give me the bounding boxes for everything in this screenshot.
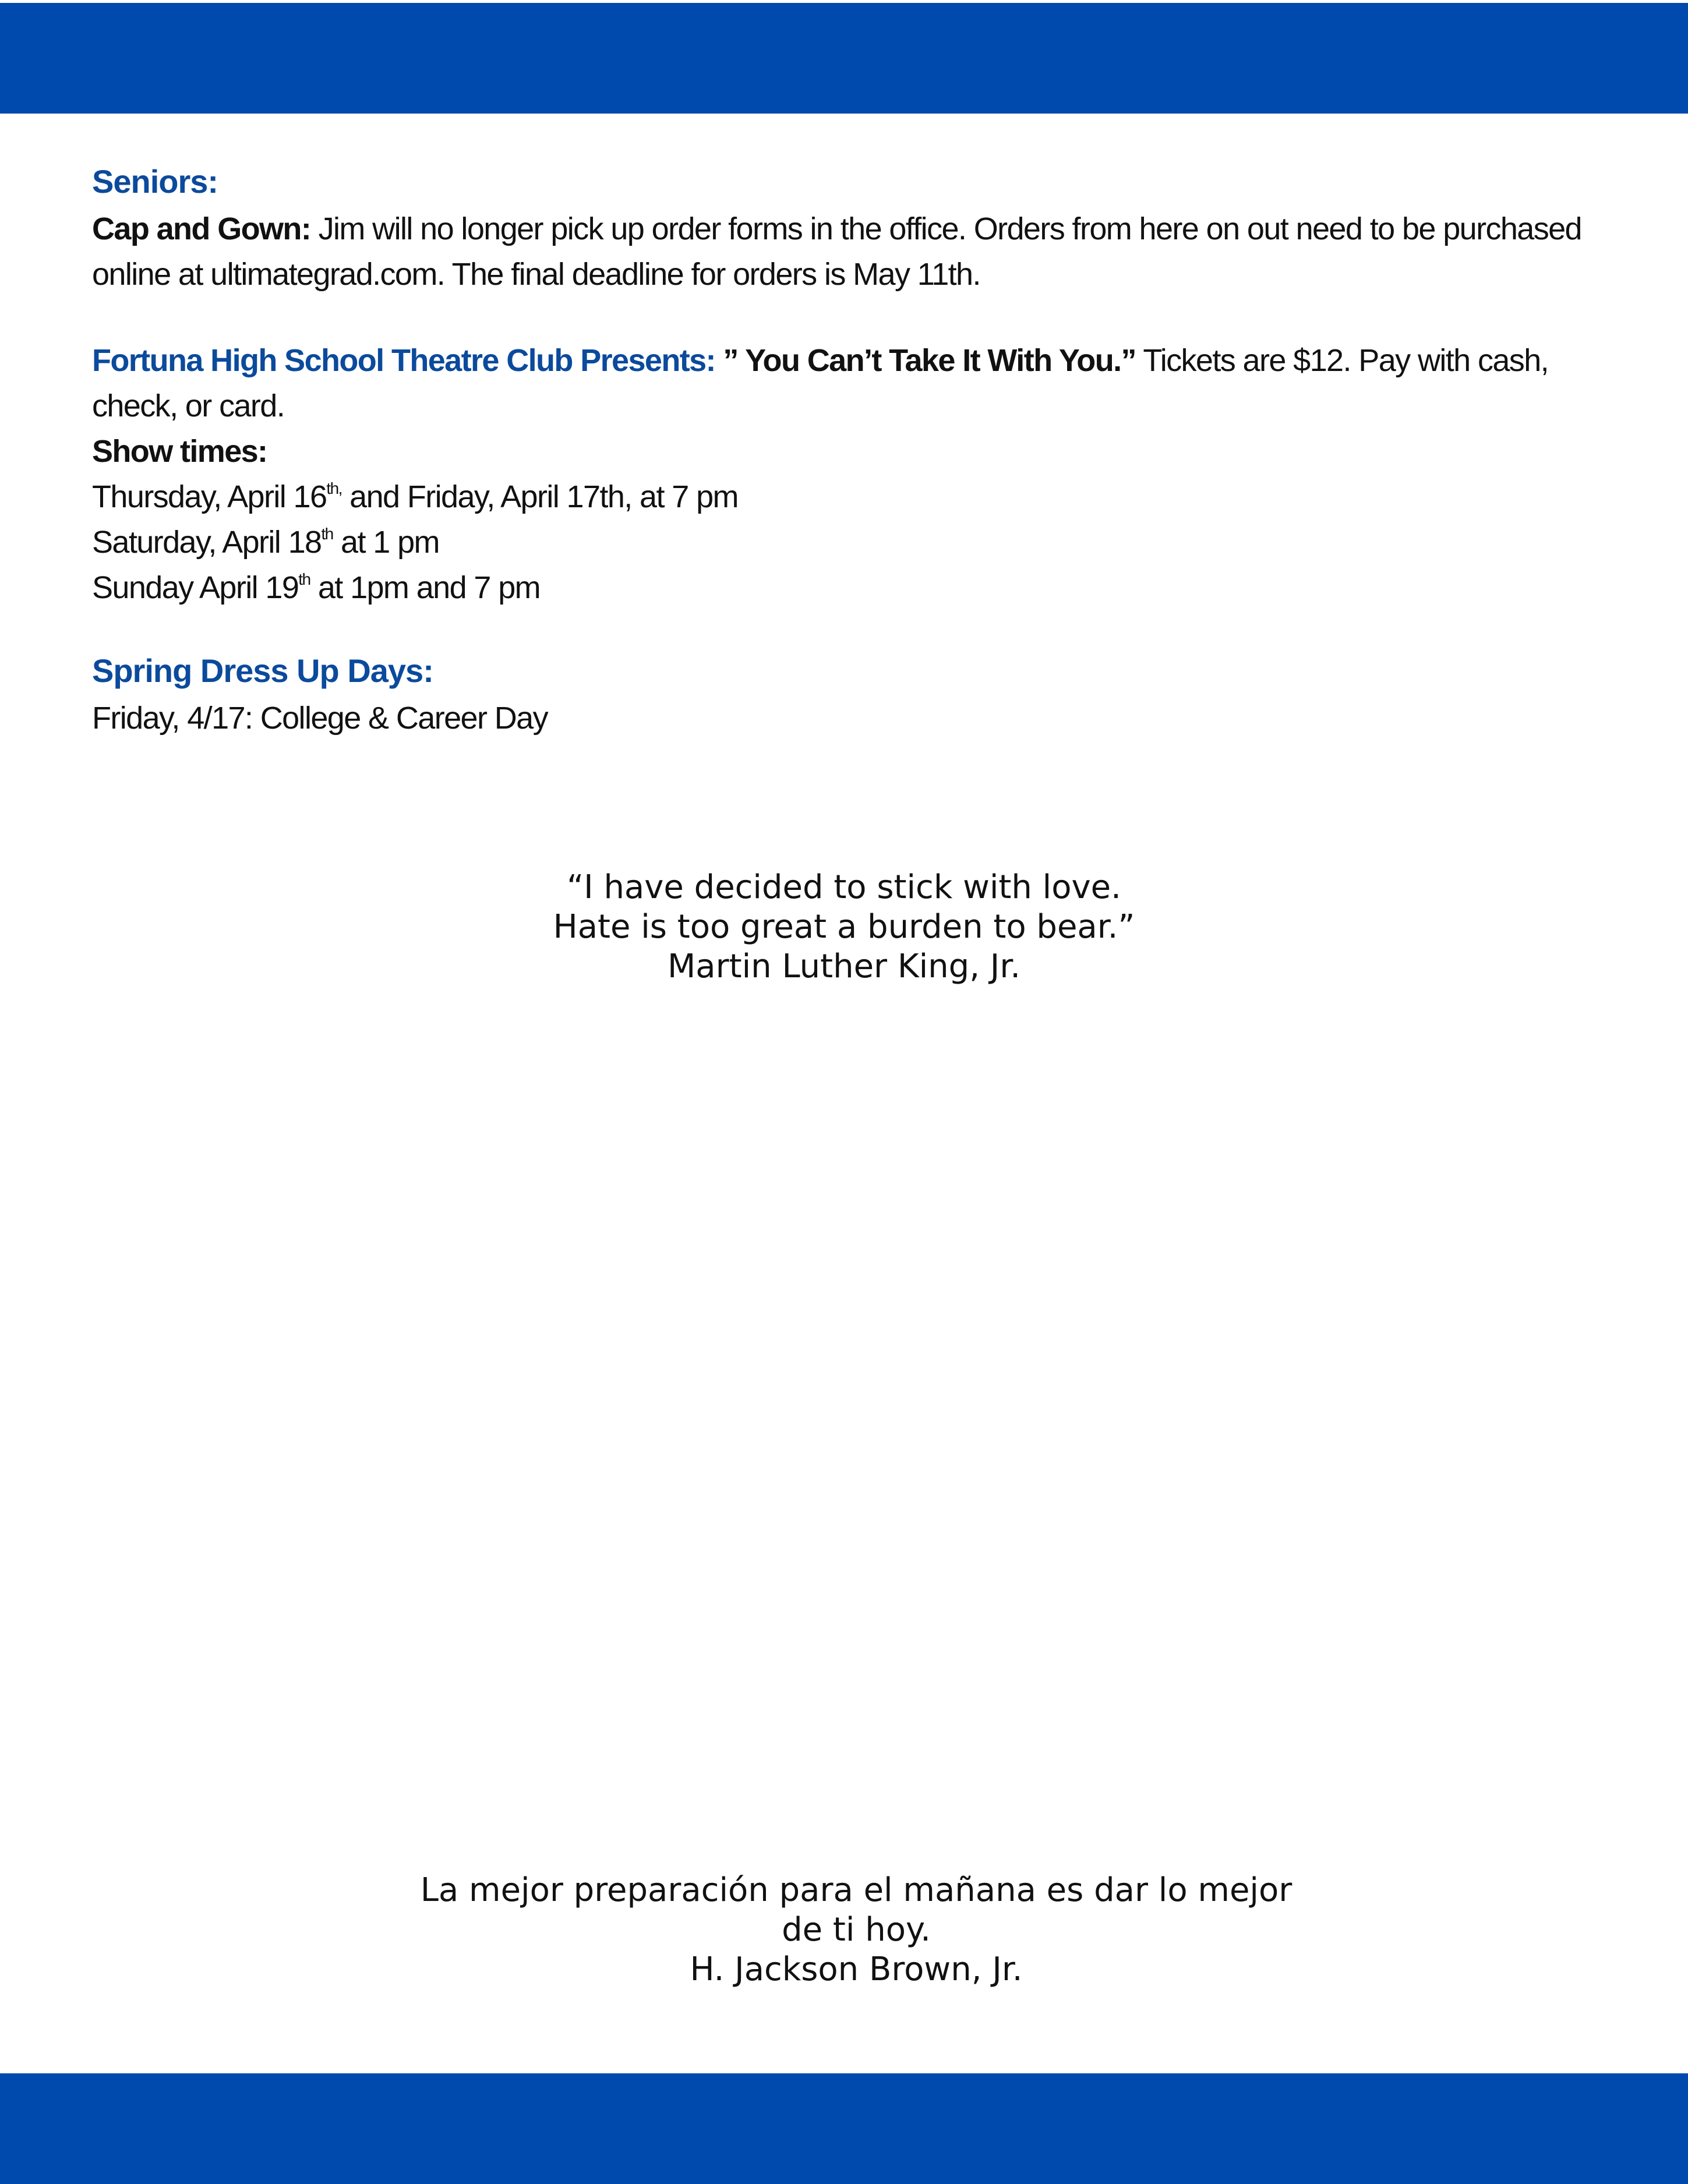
mlk-quote — [0, 868, 1688, 987]
mlk-quote-line-1: “I have decided to stick with love. — [567, 868, 1121, 906]
show-time-sunday-rest: at 1pm and 7 pm — [310, 570, 541, 605]
cap-gown-label: Cap and Gown: — [92, 211, 311, 246]
brown-quote — [396, 1871, 1316, 1989]
show-time-sunday-suffix: th — [298, 570, 310, 588]
show-time-thursday-date: Thursday, April 16 — [92, 479, 327, 514]
ticket-text: Tickets are $12. Pay with cash, check, or card. — [92, 343, 1549, 423]
theatre-paragraph — [92, 338, 1583, 429]
footer-band — [0, 2073, 1688, 2184]
show-time-thursday — [92, 474, 1583, 520]
show-time-sunday-date: Sunday April 19 — [92, 570, 299, 605]
mlk-quote-author: Martin Luther King, Jr. — [667, 948, 1021, 985]
play-title: ” You Can’t Take It With You.” — [715, 343, 1136, 378]
cap-gown-text: Jim will no longer pick up order forms in the office. Orders from here on out need to be purchased online at ultimategrad.com. The final deadline for orders is May 11th. — [92, 211, 1581, 292]
show-time-saturday-rest: at 1 pm — [333, 525, 439, 560]
seniors-heading: Seniors: — [92, 163, 218, 200]
brown-quote-text: La mejor preparación para el mañana es dar lo mejor de ti hoy. — [420, 1871, 1293, 1949]
show-time-saturday — [92, 520, 1583, 565]
dress-up-heading: Spring Dress Up Days: — [92, 652, 433, 689]
show-time-saturday-date: Saturday, April 18 — [92, 525, 322, 560]
header-band — [0, 3, 1688, 114]
newsletter-body — [92, 157, 1583, 741]
cap-gown-paragraph — [92, 206, 1583, 297]
show-time-sunday — [92, 565, 1583, 610]
show-times-label: Show times: — [92, 434, 267, 469]
dress-up-item: Friday, 4/17: College & Career Day — [92, 701, 548, 736]
show-time-saturday-suffix: th — [321, 525, 333, 543]
brown-quote-author: H. Jackson Brown, Jr. — [690, 1950, 1023, 1988]
mlk-quote-line-2: Hate is too great a burden to bear.” — [553, 908, 1135, 946]
theatre-label: Fortuna High School Theatre Club Presents: — [92, 343, 715, 378]
show-time-thursday-rest: and Friday, April 17th, at 7 pm — [341, 479, 738, 514]
show-time-thursday-suffix: th, — [326, 479, 342, 497]
